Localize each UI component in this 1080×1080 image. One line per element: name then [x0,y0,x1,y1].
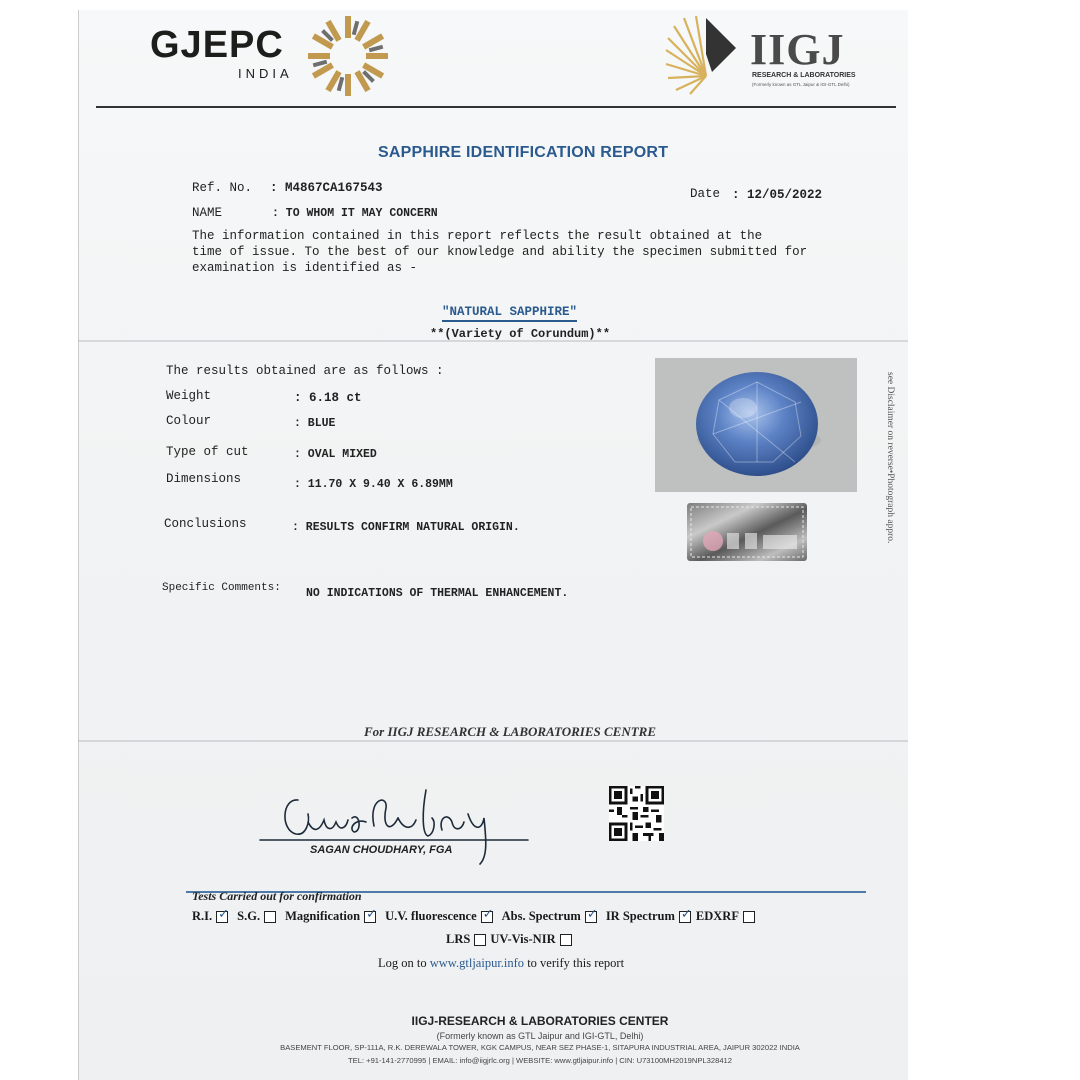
intro-line: examination is identified as - [192,261,418,275]
test-checkbox-ri [216,911,228,923]
tests-row [192,909,764,924]
qr-code [609,786,664,841]
footer-address: BASEMENT FLOOR, SP-111A, R.K. DEREWALA TOWER, KGK CAMPUS, NEAR SEZ PHASE-1, SITAPURA INDUSTRIAL AREA, JAIPUR 302022 INDIA [280,1043,800,1052]
dimensions-value: : 11.70 X 9.40 X 6.89MM [294,478,453,491]
verify-prefix: Log on to [378,956,427,970]
tests-row [446,932,581,947]
comments-label: Specific Comments: [162,582,281,594]
signer-name: SAGAN CHOUDHARY, FGA [310,844,453,856]
gemstone-photo [655,358,857,492]
weight-label: Weight [166,389,212,403]
variety-note: **(Variety of Corundum)** [430,327,611,341]
test-label-edxrf: EDXRF [695,909,739,923]
results-intro: The results obtained are as follows : [166,364,444,378]
test-checkbox-ir [679,911,691,923]
iigj-logo-text: IIGJ [750,25,845,74]
test-checkbox-magnification [364,911,376,923]
test-checkbox-abs [585,911,597,923]
report-title: SAPPHIRE IDENTIFICATION REPORT [378,144,669,161]
tests-title: Tests Carried out for confirmation [192,889,362,903]
verify-link[interactable]: www.gtljaipur.info [429,956,525,970]
test-checkbox-uvvisnir [560,934,572,946]
sapphire-gem-icon [655,358,857,492]
cut-label: Type of cut [166,445,249,459]
iigj-logo-sub2: (Formerly known as GTL Jaipur & IGI-GTL Delhi) [752,82,850,87]
cut-value: : OVAL MIXED [294,448,377,461]
intro-paragraph [192,228,892,276]
date-label: Date [690,187,721,201]
gjepc-logo-sub: INDIA [238,66,293,81]
name-value: : TO WHOM IT MAY CONCERN [272,207,438,220]
for-line: For IIGJ RESEARCH & LABORATORIES CENTRE [364,724,656,739]
iigj-logo-sub: RESEARCH & LABORATORIES [752,72,856,79]
conclusions-value: : RESULTS CONFIRM NATURAL ORIGIN. [292,521,520,534]
test-label-ir: IR Spectrum [605,909,675,923]
test-checkbox-sg [264,911,276,923]
test-label-uv: U.V. fluorescence [385,909,477,923]
verify-suffix: to verify this report [527,956,625,970]
test-label-magnification: Magnification [285,909,361,923]
test-checkbox-edxrf [743,911,755,923]
header-divider [96,106,896,108]
test-label-lrs: LRS [446,932,471,946]
comments-value: NO INDICATIONS OF THERMAL ENHANCEMENT. [306,587,569,600]
intro-line: The information contained in this report reflects the result obtained at the [192,229,763,243]
gjepc-logo-text: GJEPC [150,24,284,66]
footer-formerly: (Formerly known as GTL Jaipur and IGI-GTL, Delhi) [436,1031,644,1041]
gjepc-logo [150,24,293,81]
side-note-text: see Disclaimer on reverse•Photograph appro. [885,372,895,544]
identification-result: "NATURAL SAPPHIRE" [442,305,577,322]
test-checkbox-lrs [474,934,486,946]
hologram-seal-icon [687,503,807,561]
test-label-abs: Abs. Spectrum [501,909,581,923]
fold-line [78,740,908,742]
test-label-uvvisnir: UV-Vis-NIR [490,932,556,946]
disclaimer-side-note [878,372,895,584]
footer-lab-name: IIGJ-RESEARCH & LABORATORIES CENTER [411,1014,669,1028]
conclusions-label: Conclusions [164,517,247,531]
intro-line: time of issue. To the best of our knowledge and ability the specimen submitted for [192,245,808,259]
footer-contact: TEL: +91-141-2770995 | EMAIL: info@iigjrlc.org | WEBSITE: www.gtljaipur.info | CIN: U73100MH2019NPL328412 [347,1056,732,1065]
colour-value: : BLUE [294,417,336,430]
ref-label: Ref. No. [192,181,253,195]
gjepc-sunburst-icon [306,14,390,98]
test-label-ri: R.I. [192,909,213,923]
ref-value: : M4867CA167543 [270,181,383,195]
date-value: : 12/05/2022 [732,188,823,202]
dimensions-label: Dimensions [166,472,242,486]
weight-value: : 6.18 ct [294,391,362,405]
iigj-sunburst-icon [662,14,742,94]
verify-line [378,956,624,971]
colour-label: Colour [166,414,212,428]
test-checkbox-uv [481,911,493,923]
name-label: NAME [192,206,223,220]
test-label-sg: S.G. [237,909,261,923]
